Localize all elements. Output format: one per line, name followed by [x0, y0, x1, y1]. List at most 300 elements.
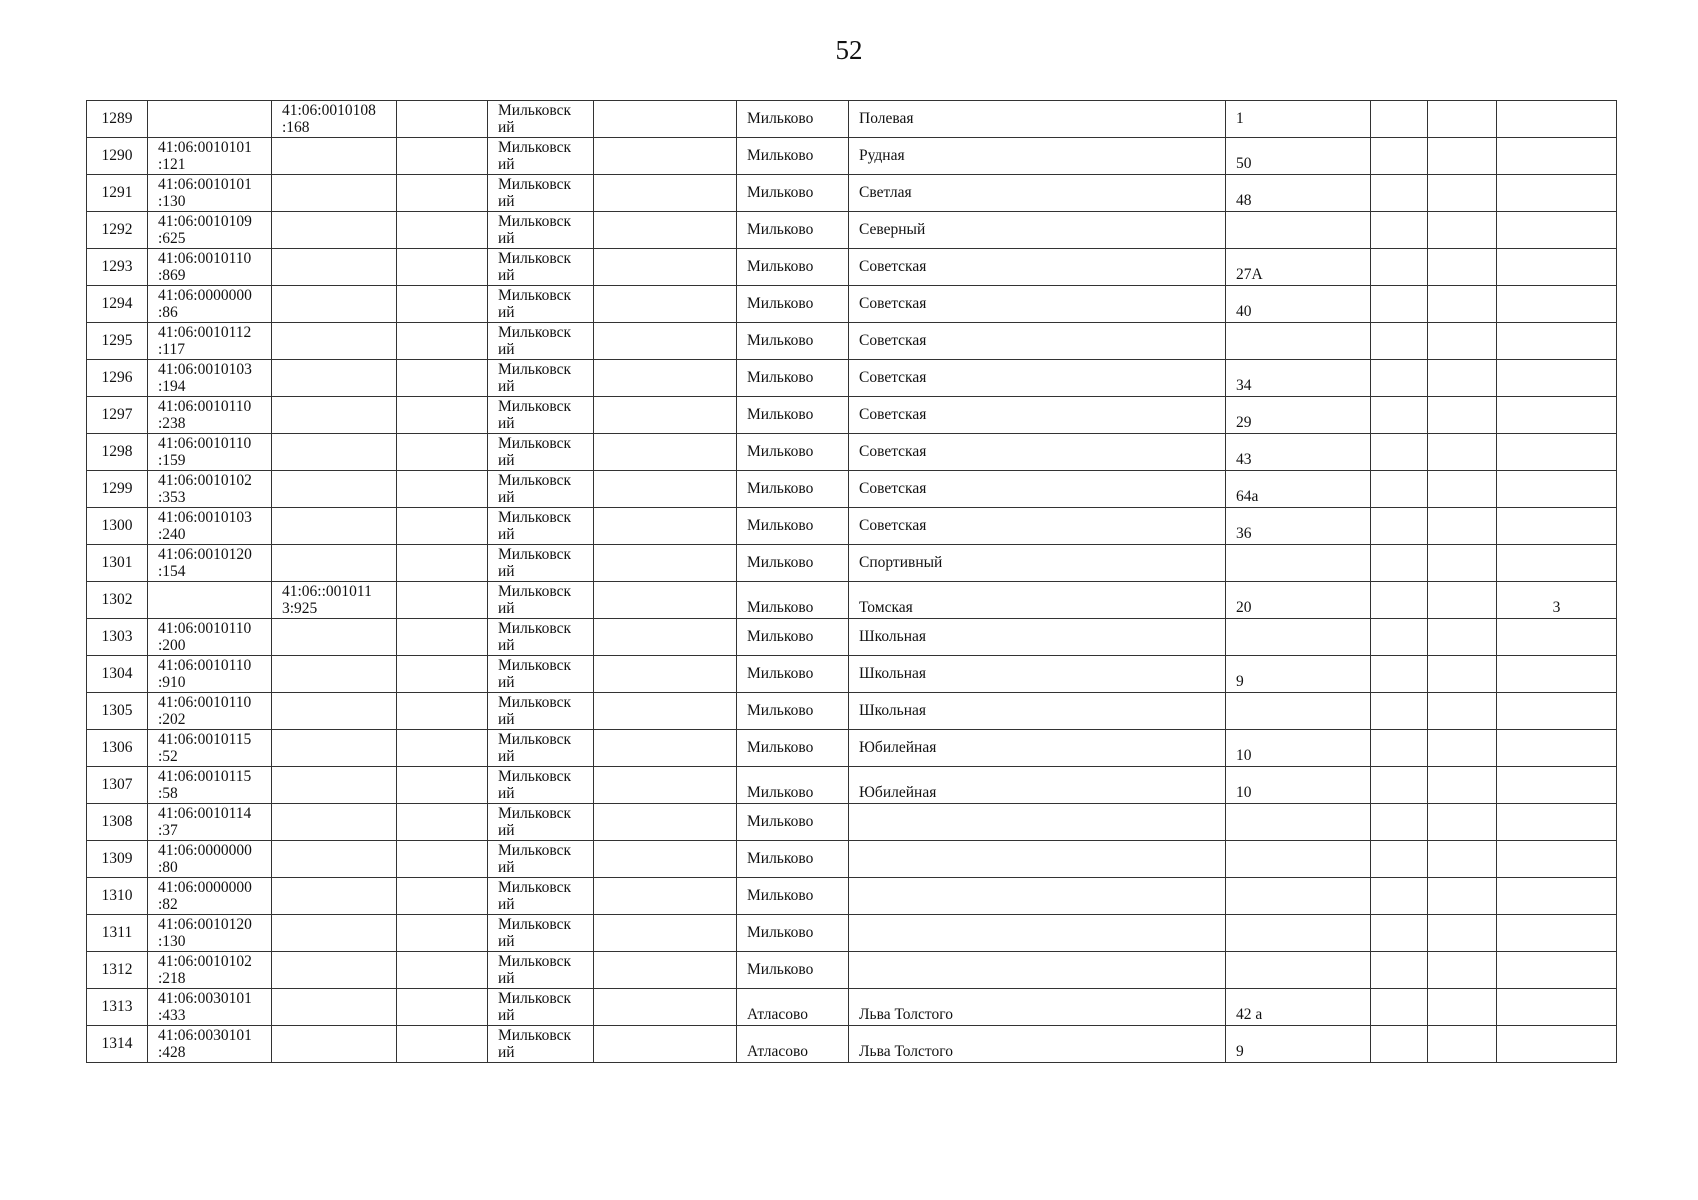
cell-line: ий	[498, 822, 515, 839]
table-row	[87, 656, 1617, 693]
empty-cell	[397, 767, 488, 804]
street-cell: Северный	[849, 212, 1226, 249]
house-number-cell	[1226, 804, 1371, 841]
empty-cell	[1428, 878, 1497, 915]
house-number-cell	[1226, 323, 1371, 360]
house-number-cell	[1226, 915, 1371, 952]
cell-line: ий	[498, 341, 515, 358]
row-number-cell: 1291	[87, 175, 148, 212]
street-cell: Советская	[849, 434, 1226, 471]
locality-cell: Атласово	[737, 989, 849, 1026]
cadastral-number-alt-cell	[272, 360, 397, 397]
cadastral-number-cell	[148, 434, 272, 471]
empty-cell	[1371, 619, 1428, 656]
cell-line: :240	[158, 526, 186, 543]
empty-cell	[1428, 175, 1497, 212]
empty-cell	[594, 175, 737, 212]
empty-cell	[594, 730, 737, 767]
cell-line: Мильковск	[498, 768, 572, 785]
cell-line: Мильковск	[498, 916, 572, 933]
cell-line: Мильковск	[498, 250, 572, 267]
cell-line: :86	[158, 304, 178, 321]
house-number-cell	[1226, 952, 1371, 989]
empty-cell	[397, 915, 488, 952]
cell-line: 41:06:0010110	[158, 694, 252, 711]
cell-line: ий	[498, 1007, 515, 1024]
locality-cell: Мильково	[737, 249, 849, 286]
empty-cell	[1428, 915, 1497, 952]
empty-cell	[594, 582, 737, 619]
extra-value-cell	[1497, 471, 1617, 508]
row-number-cell: 1310	[87, 878, 148, 915]
cell-line: ий	[498, 859, 515, 876]
cell-line: ий	[498, 748, 515, 765]
locality-cell: Мильково	[737, 582, 849, 619]
cell-line: :218	[158, 970, 186, 987]
house-number-cell: 48	[1226, 175, 1371, 212]
empty-cell	[397, 101, 488, 138]
cadastral-number-alt-cell	[272, 471, 397, 508]
cadastral-number-alt-cell	[272, 804, 397, 841]
empty-cell	[594, 397, 737, 434]
empty-cell	[594, 693, 737, 730]
table-row	[87, 730, 1617, 767]
cell-line: ий	[498, 230, 515, 247]
empty-cell	[1428, 804, 1497, 841]
cell-line: ий	[498, 526, 515, 543]
table-row	[87, 212, 1617, 249]
table-row	[87, 323, 1617, 360]
row-number-cell: 1307	[87, 767, 148, 804]
house-number-cell: 64а	[1226, 471, 1371, 508]
locality-cell: Мильково	[737, 286, 849, 323]
cadastral-number-cell	[148, 656, 272, 693]
house-number-cell: 43	[1226, 434, 1371, 471]
empty-cell	[397, 878, 488, 915]
district-cell	[488, 175, 594, 212]
street-cell: Советская	[849, 397, 1226, 434]
cadastral-number-cell	[148, 212, 272, 249]
cadastral-number-cell	[148, 323, 272, 360]
cadastral-number-cell	[148, 841, 272, 878]
empty-cell	[1371, 878, 1428, 915]
empty-cell	[594, 1026, 737, 1063]
cell-line: Мильковск	[498, 546, 572, 563]
cell-line: ий	[498, 600, 515, 617]
house-number-cell: 9	[1226, 656, 1371, 693]
street-cell: Советская	[849, 471, 1226, 508]
cadastral-number-cell	[148, 804, 272, 841]
table-row	[87, 360, 1617, 397]
row-number-cell: 1308	[87, 804, 148, 841]
empty-cell	[1371, 212, 1428, 249]
empty-cell	[1371, 397, 1428, 434]
cadastral-number-cell	[148, 582, 272, 619]
cadastral-number-cell	[148, 249, 272, 286]
empty-cell	[397, 804, 488, 841]
extra-value-cell	[1497, 434, 1617, 471]
house-number-cell	[1226, 693, 1371, 730]
empty-cell	[1371, 138, 1428, 175]
cell-line: Мильковск	[498, 287, 572, 304]
cell-line: 41:06:0010102	[158, 472, 252, 489]
cadastral-number-cell	[148, 878, 272, 915]
extra-value-cell	[1497, 730, 1617, 767]
house-number-cell	[1226, 619, 1371, 656]
empty-cell	[594, 656, 737, 693]
empty-cell	[397, 508, 488, 545]
cadastral-number-cell	[148, 952, 272, 989]
street-cell: Томская	[849, 582, 1226, 619]
house-number-cell	[1226, 545, 1371, 582]
empty-cell	[397, 323, 488, 360]
street-cell: Светлая	[849, 175, 1226, 212]
locality-cell: Мильково	[737, 360, 849, 397]
cell-line: :52	[158, 748, 178, 765]
district-cell	[488, 360, 594, 397]
district-cell	[488, 804, 594, 841]
cadastral-number-cell	[148, 1026, 272, 1063]
locality-cell: Мильково	[737, 915, 849, 952]
cell-line: 41:06:0010112	[158, 324, 252, 341]
row-number-cell: 1303	[87, 619, 148, 656]
cadastral-number-alt-cell	[272, 286, 397, 323]
empty-cell	[1371, 101, 1428, 138]
cell-line: ий	[498, 415, 515, 432]
house-number-cell: 40	[1226, 286, 1371, 323]
empty-cell	[1371, 508, 1428, 545]
cell-line: :58	[158, 785, 178, 802]
cell-line: Мильковск	[498, 509, 572, 526]
district-cell	[488, 545, 594, 582]
extra-value-cell	[1497, 841, 1617, 878]
house-number-cell: 10	[1226, 767, 1371, 804]
street-cell: Спортивный	[849, 545, 1226, 582]
cadastral-number-alt-cell	[272, 619, 397, 656]
street-cell	[849, 878, 1226, 915]
street-cell: Школьная	[849, 656, 1226, 693]
cell-line: Мильковск	[498, 139, 572, 156]
cell-line: Мильковск	[498, 324, 572, 341]
locality-cell: Мильково	[737, 767, 849, 804]
cell-line: :869	[158, 267, 186, 284]
street-cell: Рудная	[849, 138, 1226, 175]
row-number-cell: 1297	[87, 397, 148, 434]
cell-line: 41:06:0030101	[158, 990, 252, 1007]
empty-cell	[397, 841, 488, 878]
cell-line: 41:06:0010101	[158, 176, 252, 193]
locality-cell: Мильково	[737, 175, 849, 212]
table-row	[87, 582, 1617, 619]
empty-cell	[1371, 286, 1428, 323]
cell-line: Мильковск	[498, 583, 572, 600]
empty-cell	[1428, 545, 1497, 582]
cell-line: :910	[158, 674, 186, 691]
street-cell	[849, 952, 1226, 989]
cell-line: Мильковск	[498, 213, 572, 230]
street-cell: Советская	[849, 286, 1226, 323]
extra-value-cell	[1497, 323, 1617, 360]
cadastral-number-cell	[148, 989, 272, 1026]
cell-line: ий	[498, 452, 515, 469]
cell-line: 41:06:0010110	[158, 657, 252, 674]
empty-cell	[397, 175, 488, 212]
empty-cell	[397, 286, 488, 323]
empty-cell	[1428, 989, 1497, 1026]
empty-cell	[1428, 1026, 1497, 1063]
cell-line: Мильковск	[498, 805, 572, 822]
cell-line: :238	[158, 415, 186, 432]
extra-value-cell	[1497, 619, 1617, 656]
empty-cell	[397, 249, 488, 286]
extra-value-cell	[1497, 249, 1617, 286]
empty-cell	[1371, 841, 1428, 878]
row-number-cell: 1314	[87, 1026, 148, 1063]
extra-value-cell	[1497, 656, 1617, 693]
empty-cell	[1371, 434, 1428, 471]
table-row	[87, 878, 1617, 915]
cell-line: ий	[498, 378, 515, 395]
street-cell	[849, 915, 1226, 952]
cell-line: 41:06:0010110	[158, 250, 252, 267]
street-cell: Советская	[849, 508, 1226, 545]
empty-cell	[1428, 767, 1497, 804]
empty-cell	[1371, 989, 1428, 1026]
cell-line: ий	[498, 711, 515, 728]
empty-cell	[594, 545, 737, 582]
cadastral-number-cell	[148, 545, 272, 582]
cell-line: ий	[498, 304, 515, 321]
empty-cell	[594, 841, 737, 878]
cell-line: 41:06:0010120	[158, 916, 252, 933]
empty-cell	[1428, 471, 1497, 508]
cell-line: :37	[158, 822, 178, 839]
district-cell	[488, 989, 594, 1026]
district-cell	[488, 730, 594, 767]
empty-cell	[397, 1026, 488, 1063]
house-number-cell: 29	[1226, 397, 1371, 434]
cell-line: ий	[498, 489, 515, 506]
cell-line: ий	[498, 193, 515, 210]
district-cell	[488, 841, 594, 878]
cadastral-number-cell	[148, 730, 272, 767]
empty-cell	[1371, 730, 1428, 767]
cell-line: ий	[498, 785, 515, 802]
empty-cell	[594, 915, 737, 952]
row-number-cell: 1300	[87, 508, 148, 545]
district-cell	[488, 323, 594, 360]
cadastral-number-alt-cell	[272, 545, 397, 582]
empty-cell	[397, 545, 488, 582]
district-cell	[488, 767, 594, 804]
cadastral-number-alt-cell	[272, 138, 397, 175]
extra-value-cell	[1497, 989, 1617, 1026]
table-row	[87, 249, 1617, 286]
street-cell: Льва Толстого	[849, 989, 1226, 1026]
empty-cell	[1428, 730, 1497, 767]
street-cell: Советская	[849, 323, 1226, 360]
empty-cell	[594, 508, 737, 545]
empty-cell	[1371, 693, 1428, 730]
registry-table	[86, 100, 1617, 1063]
extra-value-cell	[1497, 212, 1617, 249]
street-cell	[849, 804, 1226, 841]
cadastral-number-alt-cell	[272, 508, 397, 545]
empty-cell	[1428, 397, 1497, 434]
cell-line: Мильковск	[498, 176, 572, 193]
locality-cell: Мильково	[737, 656, 849, 693]
locality-cell: Мильково	[737, 397, 849, 434]
extra-value-cell	[1497, 101, 1617, 138]
cell-line: ий	[498, 563, 515, 580]
empty-cell	[594, 434, 737, 471]
table-row	[87, 804, 1617, 841]
extra-value-cell	[1497, 508, 1617, 545]
cell-line: 41:06:0010115	[158, 768, 252, 785]
empty-cell	[594, 767, 737, 804]
cadastral-number-alt-cell	[272, 434, 397, 471]
extra-value-cell	[1497, 693, 1617, 730]
cadastral-number-cell	[148, 508, 272, 545]
cell-line: Мильковск	[498, 361, 572, 378]
house-number-cell: 50	[1226, 138, 1371, 175]
empty-cell	[397, 730, 488, 767]
row-number-cell: 1289	[87, 101, 148, 138]
registry-body	[87, 101, 1617, 1063]
table-row	[87, 101, 1617, 138]
cell-line: ий	[498, 970, 515, 987]
row-number-cell: 1312	[87, 952, 148, 989]
cell-line: :194	[158, 378, 186, 395]
street-cell: Юбилейная	[849, 767, 1226, 804]
cell-line: Мильковск	[498, 472, 572, 489]
empty-cell	[594, 249, 737, 286]
cadastral-number-cell	[148, 397, 272, 434]
empty-cell	[1428, 249, 1497, 286]
empty-cell	[1371, 545, 1428, 582]
house-number-cell: 9	[1226, 1026, 1371, 1063]
locality-cell: Мильково	[737, 952, 849, 989]
empty-cell	[1371, 471, 1428, 508]
cell-line: Мильковск	[498, 990, 572, 1007]
locality-cell: Мильково	[737, 730, 849, 767]
cell-line: Мильковск	[498, 657, 572, 674]
empty-cell	[1371, 1026, 1428, 1063]
cell-line: 41:06:0030101	[158, 1027, 252, 1044]
extra-value-cell	[1497, 360, 1617, 397]
street-cell: Советская	[849, 360, 1226, 397]
table-row	[87, 989, 1617, 1026]
empty-cell	[1371, 323, 1428, 360]
table-row	[87, 434, 1617, 471]
empty-cell	[1428, 434, 1497, 471]
empty-cell	[1371, 582, 1428, 619]
district-cell	[488, 286, 594, 323]
table-row	[87, 693, 1617, 730]
cell-line: 41:06:0010102	[158, 953, 252, 970]
table-row	[87, 286, 1617, 323]
empty-cell	[1428, 693, 1497, 730]
house-number-cell: 36	[1226, 508, 1371, 545]
cell-line: ий	[498, 156, 515, 173]
cadastral-number-alt-cell	[272, 582, 397, 619]
cell-line: :202	[158, 711, 186, 728]
empty-cell	[1371, 656, 1428, 693]
empty-cell	[1371, 804, 1428, 841]
district-cell	[488, 693, 594, 730]
house-number-cell: 34	[1226, 360, 1371, 397]
row-number-cell: 1311	[87, 915, 148, 952]
locality-cell: Мильково	[737, 878, 849, 915]
district-cell	[488, 915, 594, 952]
cadastral-number-cell	[148, 767, 272, 804]
empty-cell	[594, 286, 737, 323]
empty-cell	[594, 989, 737, 1026]
street-cell: Советская	[849, 249, 1226, 286]
table-row	[87, 619, 1617, 656]
empty-cell	[397, 619, 488, 656]
table-row	[87, 1026, 1617, 1063]
district-cell	[488, 619, 594, 656]
cadastral-number-cell	[148, 175, 272, 212]
empty-cell	[1428, 138, 1497, 175]
cell-line: Мильковск	[498, 879, 572, 896]
cadastral-number-cell	[148, 286, 272, 323]
locality-cell: Мильково	[737, 323, 849, 360]
empty-cell	[594, 952, 737, 989]
district-cell	[488, 952, 594, 989]
row-number-cell: 1301	[87, 545, 148, 582]
cadastral-number-alt-cell	[272, 397, 397, 434]
row-number-cell: 1294	[87, 286, 148, 323]
table-row	[87, 397, 1617, 434]
empty-cell	[397, 952, 488, 989]
extra-value-cell	[1497, 397, 1617, 434]
cell-line: 41:06:0010110	[158, 435, 252, 452]
cell-line: 41:06:0010103	[158, 509, 252, 526]
empty-cell	[1428, 619, 1497, 656]
locality-cell: Мильково	[737, 471, 849, 508]
locality-cell: Мильково	[737, 101, 849, 138]
empty-cell	[1428, 952, 1497, 989]
cell-line: 3:925	[282, 600, 318, 617]
house-number-cell: 10	[1226, 730, 1371, 767]
table-row	[87, 767, 1617, 804]
cell-line: ий	[498, 896, 515, 913]
locality-cell: Мильково	[737, 693, 849, 730]
empty-cell	[397, 989, 488, 1026]
cell-line: 41:06::001011	[282, 583, 372, 600]
cadastral-number-alt-cell	[272, 249, 397, 286]
cell-line: 41:06:0010120	[158, 546, 252, 563]
empty-cell	[1428, 841, 1497, 878]
table-row	[87, 175, 1617, 212]
extra-value-cell	[1497, 804, 1617, 841]
house-number-cell: 42 а	[1226, 989, 1371, 1026]
empty-cell	[594, 360, 737, 397]
cadastral-number-alt-cell	[272, 212, 397, 249]
cell-line: :168	[282, 119, 310, 136]
cadastral-number-alt-cell	[272, 730, 397, 767]
empty-cell	[594, 323, 737, 360]
house-number-cell: 20	[1226, 582, 1371, 619]
empty-cell	[1428, 286, 1497, 323]
extra-value-cell	[1497, 767, 1617, 804]
row-number-cell: 1313	[87, 989, 148, 1026]
cell-line: :433	[158, 1007, 186, 1024]
locality-cell: Мильково	[737, 841, 849, 878]
cell-line: :82	[158, 896, 178, 913]
